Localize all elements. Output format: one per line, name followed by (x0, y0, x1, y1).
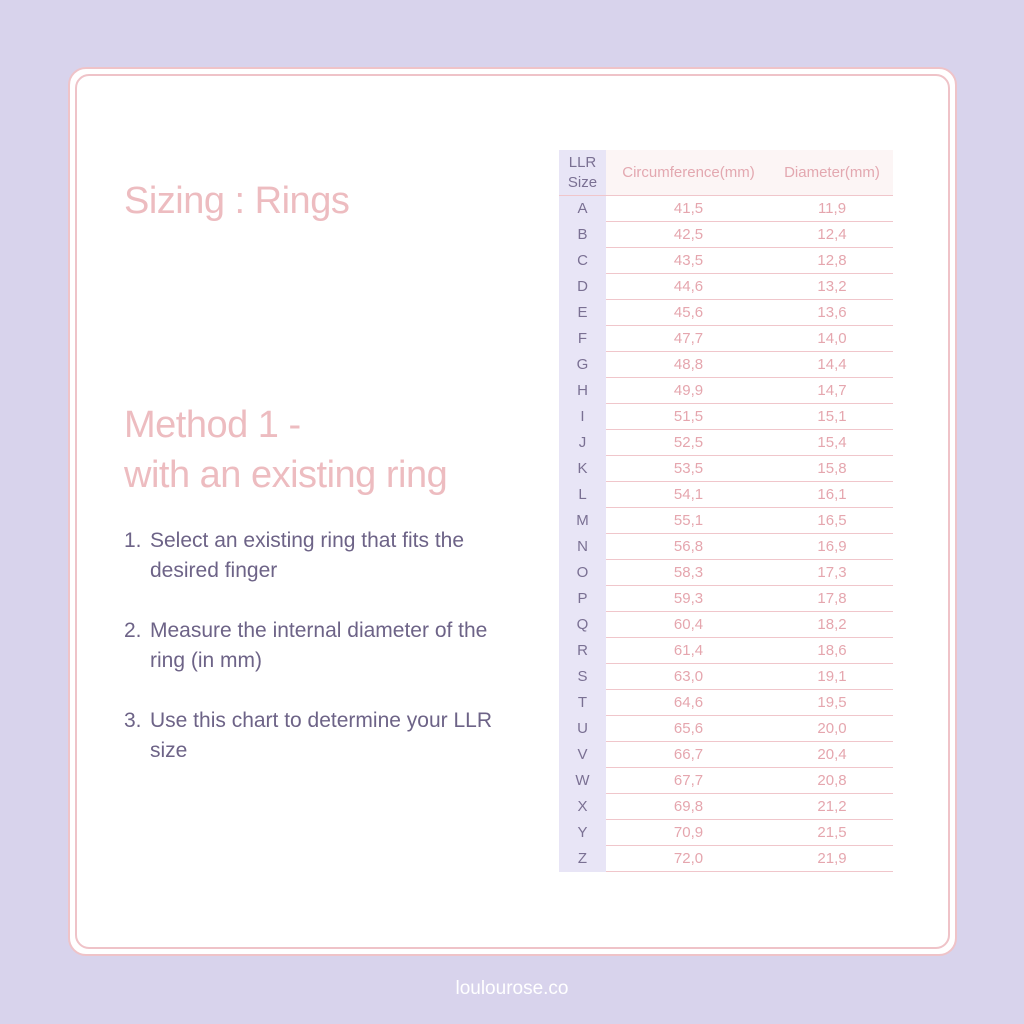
size-cell: V (559, 742, 606, 768)
diameter-cell: 20,4 (771, 742, 893, 768)
table-row (559, 430, 893, 456)
size-cell: I (559, 404, 606, 430)
diameter-cell: 18,6 (771, 638, 893, 664)
size-cell: O (559, 560, 606, 586)
diameter-cell: 15,4 (771, 430, 893, 456)
size-cell: H (559, 378, 606, 404)
circumference-cell: 67,7 (606, 768, 771, 794)
table-row (559, 248, 893, 274)
circumference-cell: 42,5 (606, 222, 771, 248)
step-item (124, 706, 504, 766)
circumference-cell: 48,8 (606, 352, 771, 378)
table-row (559, 716, 893, 742)
size-cell: Z (559, 846, 606, 872)
table-row (559, 664, 893, 690)
circumference-cell: 41,5 (606, 196, 771, 222)
circumference-cell: 45,6 (606, 300, 771, 326)
table-row (559, 742, 893, 768)
diameter-cell: 12,8 (771, 248, 893, 274)
circumference-cell: 55,1 (606, 508, 771, 534)
step-number: 1. (124, 529, 142, 552)
diameter-cell: 19,1 (771, 664, 893, 690)
table-row (559, 222, 893, 248)
circumference-cell: 54,1 (606, 482, 771, 508)
table-row (559, 586, 893, 612)
circumference-cell: 72,0 (606, 846, 771, 872)
circumference-cell: 47,7 (606, 326, 771, 352)
size-cell: R (559, 638, 606, 664)
size-cell: Q (559, 612, 606, 638)
diameter-cell: 20,0 (771, 716, 893, 742)
size-cell: M (559, 508, 606, 534)
table-row (559, 196, 893, 222)
table-row (559, 768, 893, 794)
diameter-cell: 14,4 (771, 352, 893, 378)
table-row (559, 274, 893, 300)
header-size-line2: Size (567, 173, 598, 191)
header-llr-size (559, 150, 606, 196)
circumference-cell: 51,5 (606, 404, 771, 430)
circumference-cell: 52,5 (606, 430, 771, 456)
diameter-cell: 14,0 (771, 326, 893, 352)
step-item (124, 526, 504, 586)
table-row (559, 638, 893, 664)
step-number: 3. (124, 709, 142, 732)
diameter-cell: 13,2 (771, 274, 893, 300)
circumference-cell: 66,7 (606, 742, 771, 768)
size-cell: K (559, 456, 606, 482)
table-row (559, 352, 893, 378)
table-row (559, 690, 893, 716)
step-number: 2. (124, 619, 142, 642)
diameter-cell: 17,3 (771, 560, 893, 586)
size-cell: C (559, 248, 606, 274)
header-circumference: Circumference(mm) (606, 150, 771, 196)
size-cell: J (559, 430, 606, 456)
diameter-cell: 21,9 (771, 846, 893, 872)
circumference-cell: 59,3 (606, 586, 771, 612)
size-cell: G (559, 352, 606, 378)
circumference-cell: 70,9 (606, 820, 771, 846)
table-row (559, 560, 893, 586)
size-cell: T (559, 690, 606, 716)
diameter-cell: 13,6 (771, 300, 893, 326)
size-chart (559, 150, 893, 872)
circumference-cell: 69,8 (606, 794, 771, 820)
diameter-cell: 17,8 (771, 586, 893, 612)
table-row (559, 482, 893, 508)
diameter-cell: 14,7 (771, 378, 893, 404)
table-row (559, 794, 893, 820)
method-title (124, 400, 447, 500)
circumference-cell: 58,3 (606, 560, 771, 586)
header-size-line1: LLR (568, 153, 597, 171)
step-text: Use this chart to determine your LLR size (150, 709, 492, 762)
circumference-cell: 64,6 (606, 690, 771, 716)
circumference-cell: 56,8 (606, 534, 771, 560)
header-diameter: Diameter(mm) (771, 150, 893, 196)
table-row (559, 326, 893, 352)
size-table (559, 150, 893, 872)
diameter-cell: 16,5 (771, 508, 893, 534)
circumference-cell: 49,9 (606, 378, 771, 404)
step-item (124, 616, 504, 676)
size-cell: X (559, 794, 606, 820)
size-cell: E (559, 300, 606, 326)
diameter-cell: 15,8 (771, 456, 893, 482)
step-text: Select an existing ring that fits the desired finger (150, 529, 465, 582)
table-header-row (559, 150, 893, 196)
table-row (559, 612, 893, 638)
diameter-cell: 21,2 (771, 794, 893, 820)
size-cell: A (559, 196, 606, 222)
circumference-cell: 65,6 (606, 716, 771, 742)
size-cell: D (559, 274, 606, 300)
diameter-cell: 12,4 (771, 222, 893, 248)
table-row (559, 534, 893, 560)
size-cell: L (559, 482, 606, 508)
method-title-line2: with an existing ring (124, 454, 448, 496)
step-text: Measure the internal diameter of the ring (in mm) (150, 619, 488, 672)
footer-website: loulourose.co (455, 978, 569, 999)
diameter-cell: 20,8 (771, 768, 893, 794)
diameter-cell: 16,9 (771, 534, 893, 560)
table-row (559, 508, 893, 534)
diameter-cell: 16,1 (771, 482, 893, 508)
size-cell: F (559, 326, 606, 352)
size-cell: P (559, 586, 606, 612)
size-cell: Y (559, 820, 606, 846)
page-title: Sizing : Rings (124, 180, 350, 222)
size-cell: N (559, 534, 606, 560)
size-cell: W (559, 768, 606, 794)
diameter-cell: 18,2 (771, 612, 893, 638)
circumference-cell: 43,5 (606, 248, 771, 274)
diameter-cell: 11,9 (771, 196, 893, 222)
table-row (559, 300, 893, 326)
table-row (559, 846, 893, 872)
size-cell: U (559, 716, 606, 742)
steps-list (124, 526, 504, 796)
table-row (559, 378, 893, 404)
circumference-cell: 44,6 (606, 274, 771, 300)
method-title-line1: Method 1 - (124, 404, 301, 446)
table-row (559, 820, 893, 846)
size-cell: S (559, 664, 606, 690)
diameter-cell: 19,5 (771, 690, 893, 716)
circumference-cell: 61,4 (606, 638, 771, 664)
diameter-cell: 21,5 (771, 820, 893, 846)
circumference-cell: 60,4 (606, 612, 771, 638)
size-cell: B (559, 222, 606, 248)
circumference-cell: 53,5 (606, 456, 771, 482)
diameter-cell: 15,1 (771, 404, 893, 430)
circumference-cell: 63,0 (606, 664, 771, 690)
table-row (559, 456, 893, 482)
table-row (559, 404, 893, 430)
